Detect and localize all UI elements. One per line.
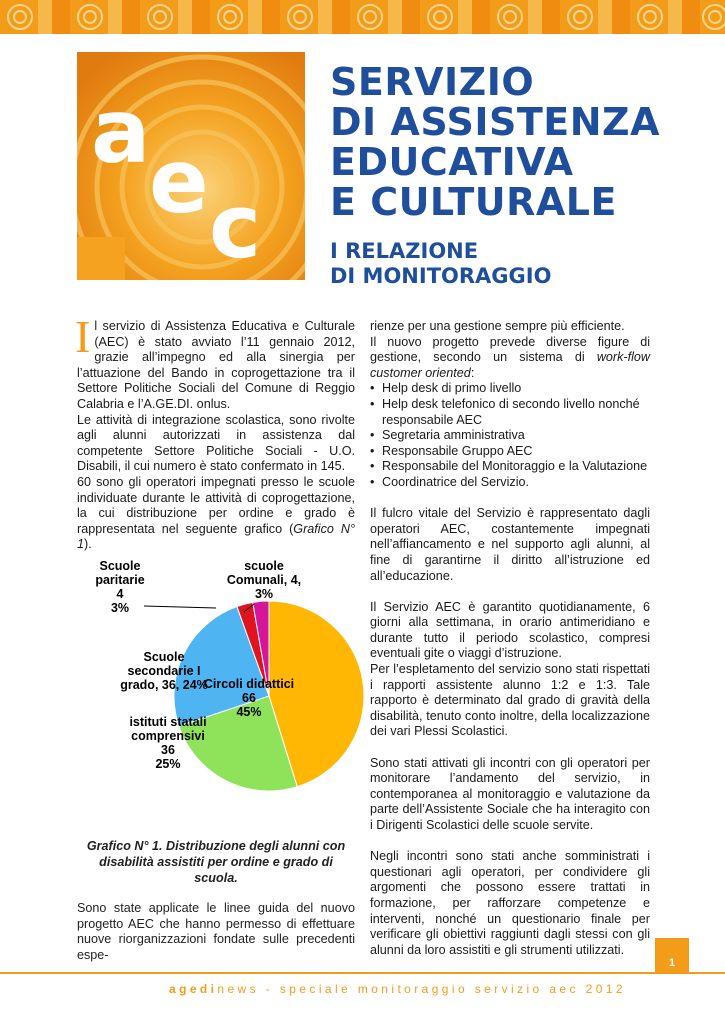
top-decorative-banner — [0, 0, 725, 34]
title-line: SERVIZIO — [330, 60, 535, 104]
swirl-pattern-icon — [0, 0, 725, 34]
paragraph-text: ). — [84, 537, 92, 552]
left-column — [75, 311, 355, 553]
pie-slice-label: Scuole secondarie I grado, 36, 24% — [120, 650, 208, 692]
pie-slice-label: istituti statali comprensivi 36 25% — [129, 715, 207, 771]
list-item: • Help desk telefonico di secondo livello nonché responsabile AEC — [370, 397, 650, 428]
chart-caption: Grafico N° 1. Distribuzione degli alunni con disabilità assistiti per ordine e grado di scuola. — [86, 839, 346, 885]
drop-cap: I — [75, 311, 91, 362]
paragraph: Sono state applicate le linee guida del nuovo progetto AEC che hanno permesso di effettuare nuove riorganizzazioni fondate sulle precedenti espe- — [77, 901, 355, 962]
pie-slice-label: scuole Comunali, 4, 3% — [226, 559, 302, 601]
paragraph: Il Servizio AEC è garantito quotidianamente, 6 giorni alla settimana, in orario antimeridiano e durante tutto il periodo scolastico, compresi eventuali gite o viaggi d’istruzione. — [370, 599, 650, 661]
paragraph — [370, 335, 650, 382]
footer-brand-bold: agedi — [169, 982, 218, 996]
paragraph: Per l’espletamento del servizio sono stati rispettati i rapporti assistente alunno 1:2 e 1:3. Tale rapporto è determinato dal grado di gravità della disabilità, tenuto conto inoltre, della localizzazione dei vari Plessi Scolastici. — [370, 662, 650, 739]
chart-reference: Grafico N° 1 — [77, 521, 355, 552]
page-number-tab — [655, 938, 689, 974]
footer-divider — [0, 972, 725, 974]
paragraph-text: : — [470, 365, 475, 380]
paragraph: Negli incontri sono stati anche somministrati i questionari agli operatori, per condividere gli argomenti che possono essere trattati in formazione, per rafforzare competenze e interventi, nonché un questionario finale per verificare gli obiettivi raggiunti dagli stessi con gli alunni da loro assistiti e gli strumenti utilizzati. — [370, 849, 650, 957]
subtitle-line: I RELAZIONE — [330, 239, 479, 263]
footer-text: - speciale monitoraggio servizio aec 2012 — [259, 982, 626, 996]
title-line: EDUCATIVA — [330, 140, 574, 184]
paragraph — [77, 475, 355, 553]
title-line: DI ASSISTENZA — [330, 100, 661, 144]
paragraph-text: Il nuovo progetto prevede diverse figure di gestione, secondo un sistema di — [370, 334, 650, 365]
pie-chart-svg — [95, 556, 354, 796]
paragraph: rienze per una gestione sempre più efficiente. — [370, 319, 625, 333]
right-column — [370, 319, 650, 958]
list-item: • Help desk di primo livello — [370, 381, 650, 397]
footer-brand: news — [217, 982, 260, 996]
list-item: • Segretaria amministrativa — [370, 428, 650, 444]
page-title — [330, 62, 710, 222]
pie-slice-label: Scuole paritarie 4 3% — [95, 559, 145, 615]
logo-letter-a: a — [91, 80, 151, 183]
aec-logo — [77, 52, 305, 280]
footer — [0, 982, 725, 996]
list-item: • Coordinatrice del Servizio. — [370, 475, 650, 491]
subtitle-line: DI MONITORAGGIO — [330, 264, 552, 288]
logo-letter-e: e — [149, 130, 209, 233]
intro-text: l servizio di Assistenza Educativa e Culturale (AEC) è stato avviato l’11 gennaio 2012, grazie all’impegno ed alla sinergia per l’attuazione del Bando in coprogettazione tra il Settore Politiche Sociali del Comune di Reggio Calabria e l’A.GE.DI. onlus. — [77, 319, 355, 411]
logo-letter-c: c — [209, 175, 262, 278]
paragraph: Le attività di integrazione scolastica, sono rivolte agli alunni autorizzati in assistenza dal competente Settore Politiche Sociali - U.O. Disabili, il cui numero è stato confermato in 145. — [77, 412, 355, 474]
title-line: E CULTURALE — [330, 180, 617, 224]
roles-list — [370, 381, 650, 490]
paragraph: Sono stati attivati gli incontri con gli operatori per monitorare l’andamento del servizio, in contemporanea al monitoraggio e valutazione da parte dell’Assistente Sociale che ha interagito con i Dirigenti Scolastici delle scuole servite. — [370, 755, 650, 832]
pie-slice-label: Circoli didattici 66 45% — [203, 677, 295, 719]
pie-chart — [95, 556, 354, 796]
intro-paragraph — [75, 311, 355, 413]
leader-line — [144, 606, 216, 608]
paragraph: Il fulcro vitale del Servizio è rappresentato dagli operatori AEC, costantemente impegnati nell’affiancamento e nel supporto agli alunni, al fine di garantirne il diritto all’istruzione ed all’educazione. — [370, 506, 650, 583]
paragraph-text: 60 sono gli operatori impegnati presso le scuole individuate durante le attività di coprogettazione, la cui distribuzione per ordine e grado è rappresentata nel seguente grafico ( — [77, 474, 355, 536]
page-number: 1 — [668, 957, 676, 969]
list-item: • Responsabile Gruppo AEC — [370, 444, 650, 460]
page-subtitle — [330, 239, 710, 289]
list-item: • Responsabile del Monitoraggio e la Valutazione — [370, 459, 650, 475]
italic-term: work-flow customer oriented — [370, 350, 650, 380]
